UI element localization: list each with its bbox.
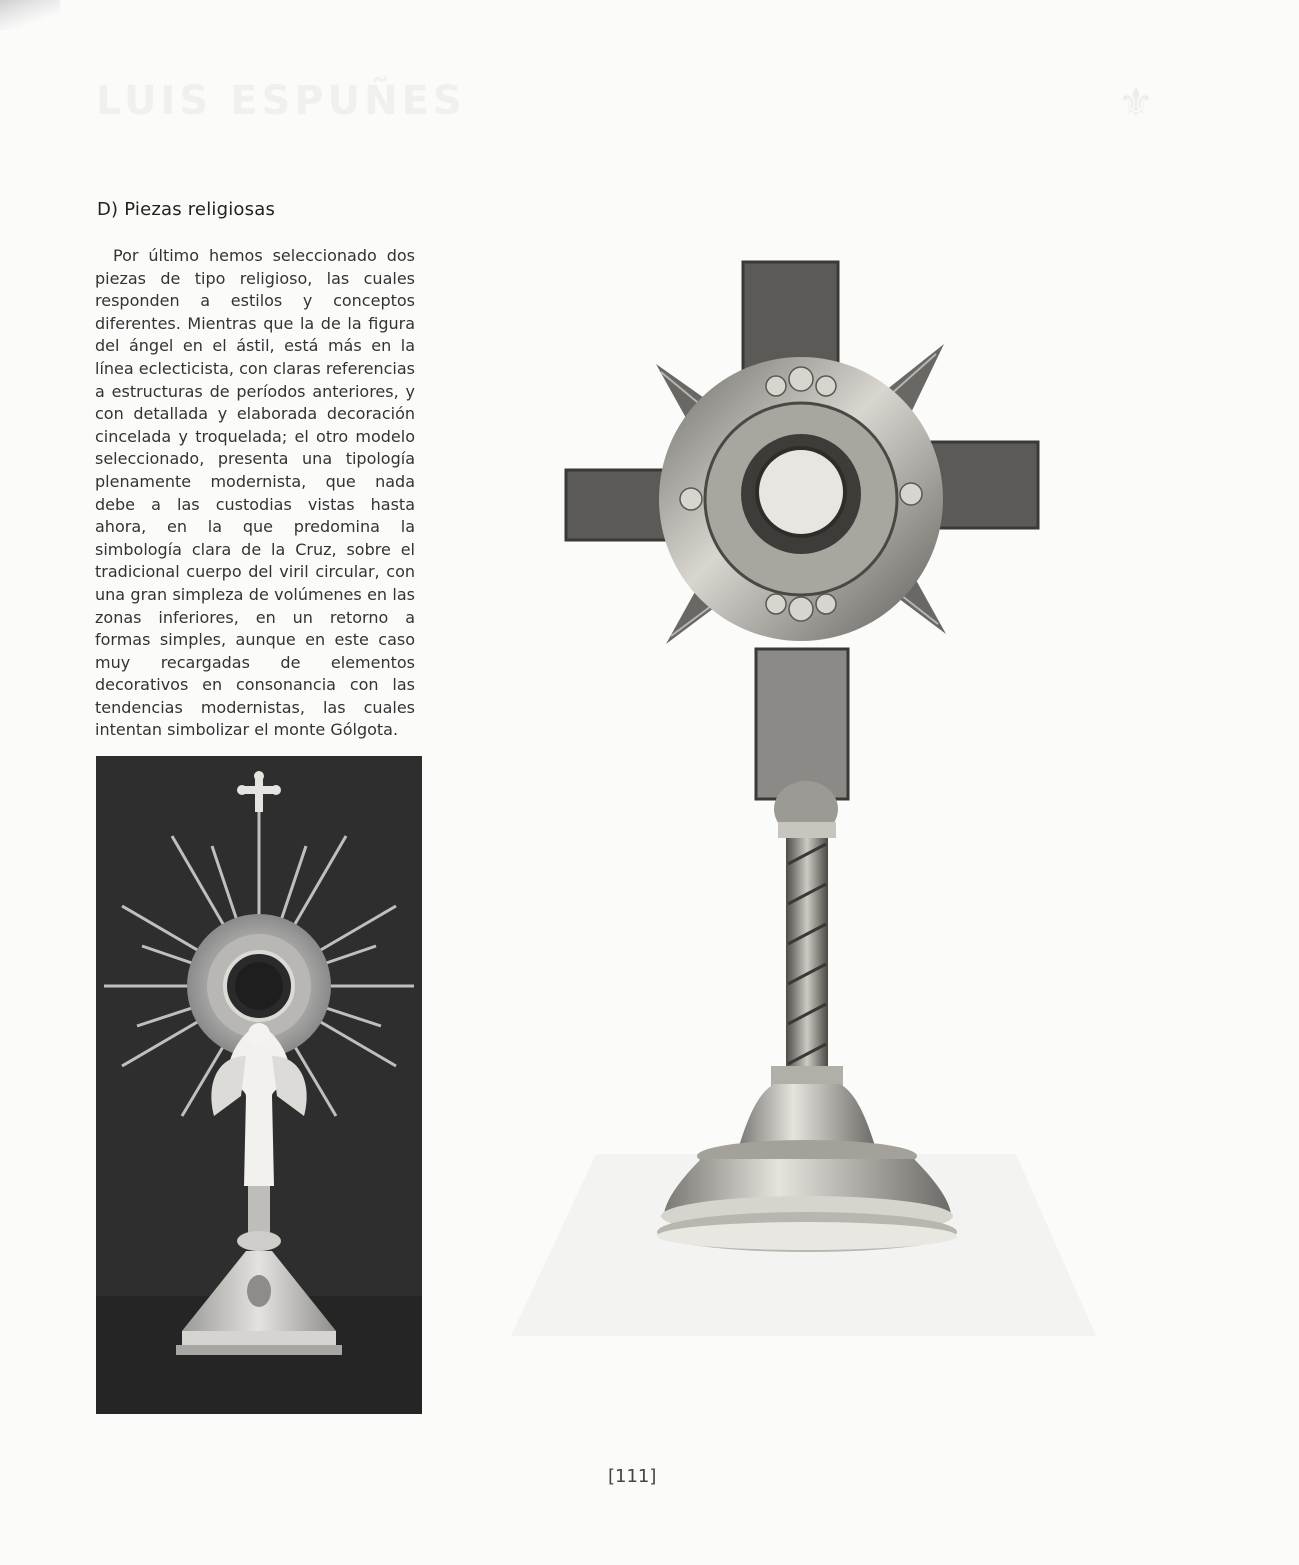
page-number: [111] <box>608 1466 657 1487</box>
section-heading: D) Piezas religiosas <box>97 199 276 220</box>
monstrance-angel-photo <box>96 756 422 1414</box>
section-body-text: Por último hemos seleccionado dos piezas de tipo religioso, las cuales responden a estilos y conceptos diferentes. Mientras que la de la figura del ángel en el ástil, está más en la línea eclecticista, con claras referencias a estructuras de períodos anteriores, y con detallada y elaborada decoración cincelada y troquelada; el otro modelo seleccionado, presenta una tipología plenamente modernista, que nada debe a las custodias vistas hasta ahora, en la que predomina la simbología clara de la Cruz, sobre el tradicional cuerpo del viril circular, con una gran simpleza de volúmenes en las zonas inferiores, en un retorno a formas simples, aunque en este caso muy recargadas de elementos decorativos en consonancia con las tendencias modernistas, las cuales intentan simbolizar el monte Gólgota. <box>95 246 415 740</box>
fleur-ornament-icon: ⚜ <box>1118 80 1154 126</box>
cross-monstrance-photo <box>456 204 1158 1336</box>
running-title: LUIS ESPUÑES <box>96 78 466 124</box>
scan-corner-shadow <box>0 0 60 30</box>
